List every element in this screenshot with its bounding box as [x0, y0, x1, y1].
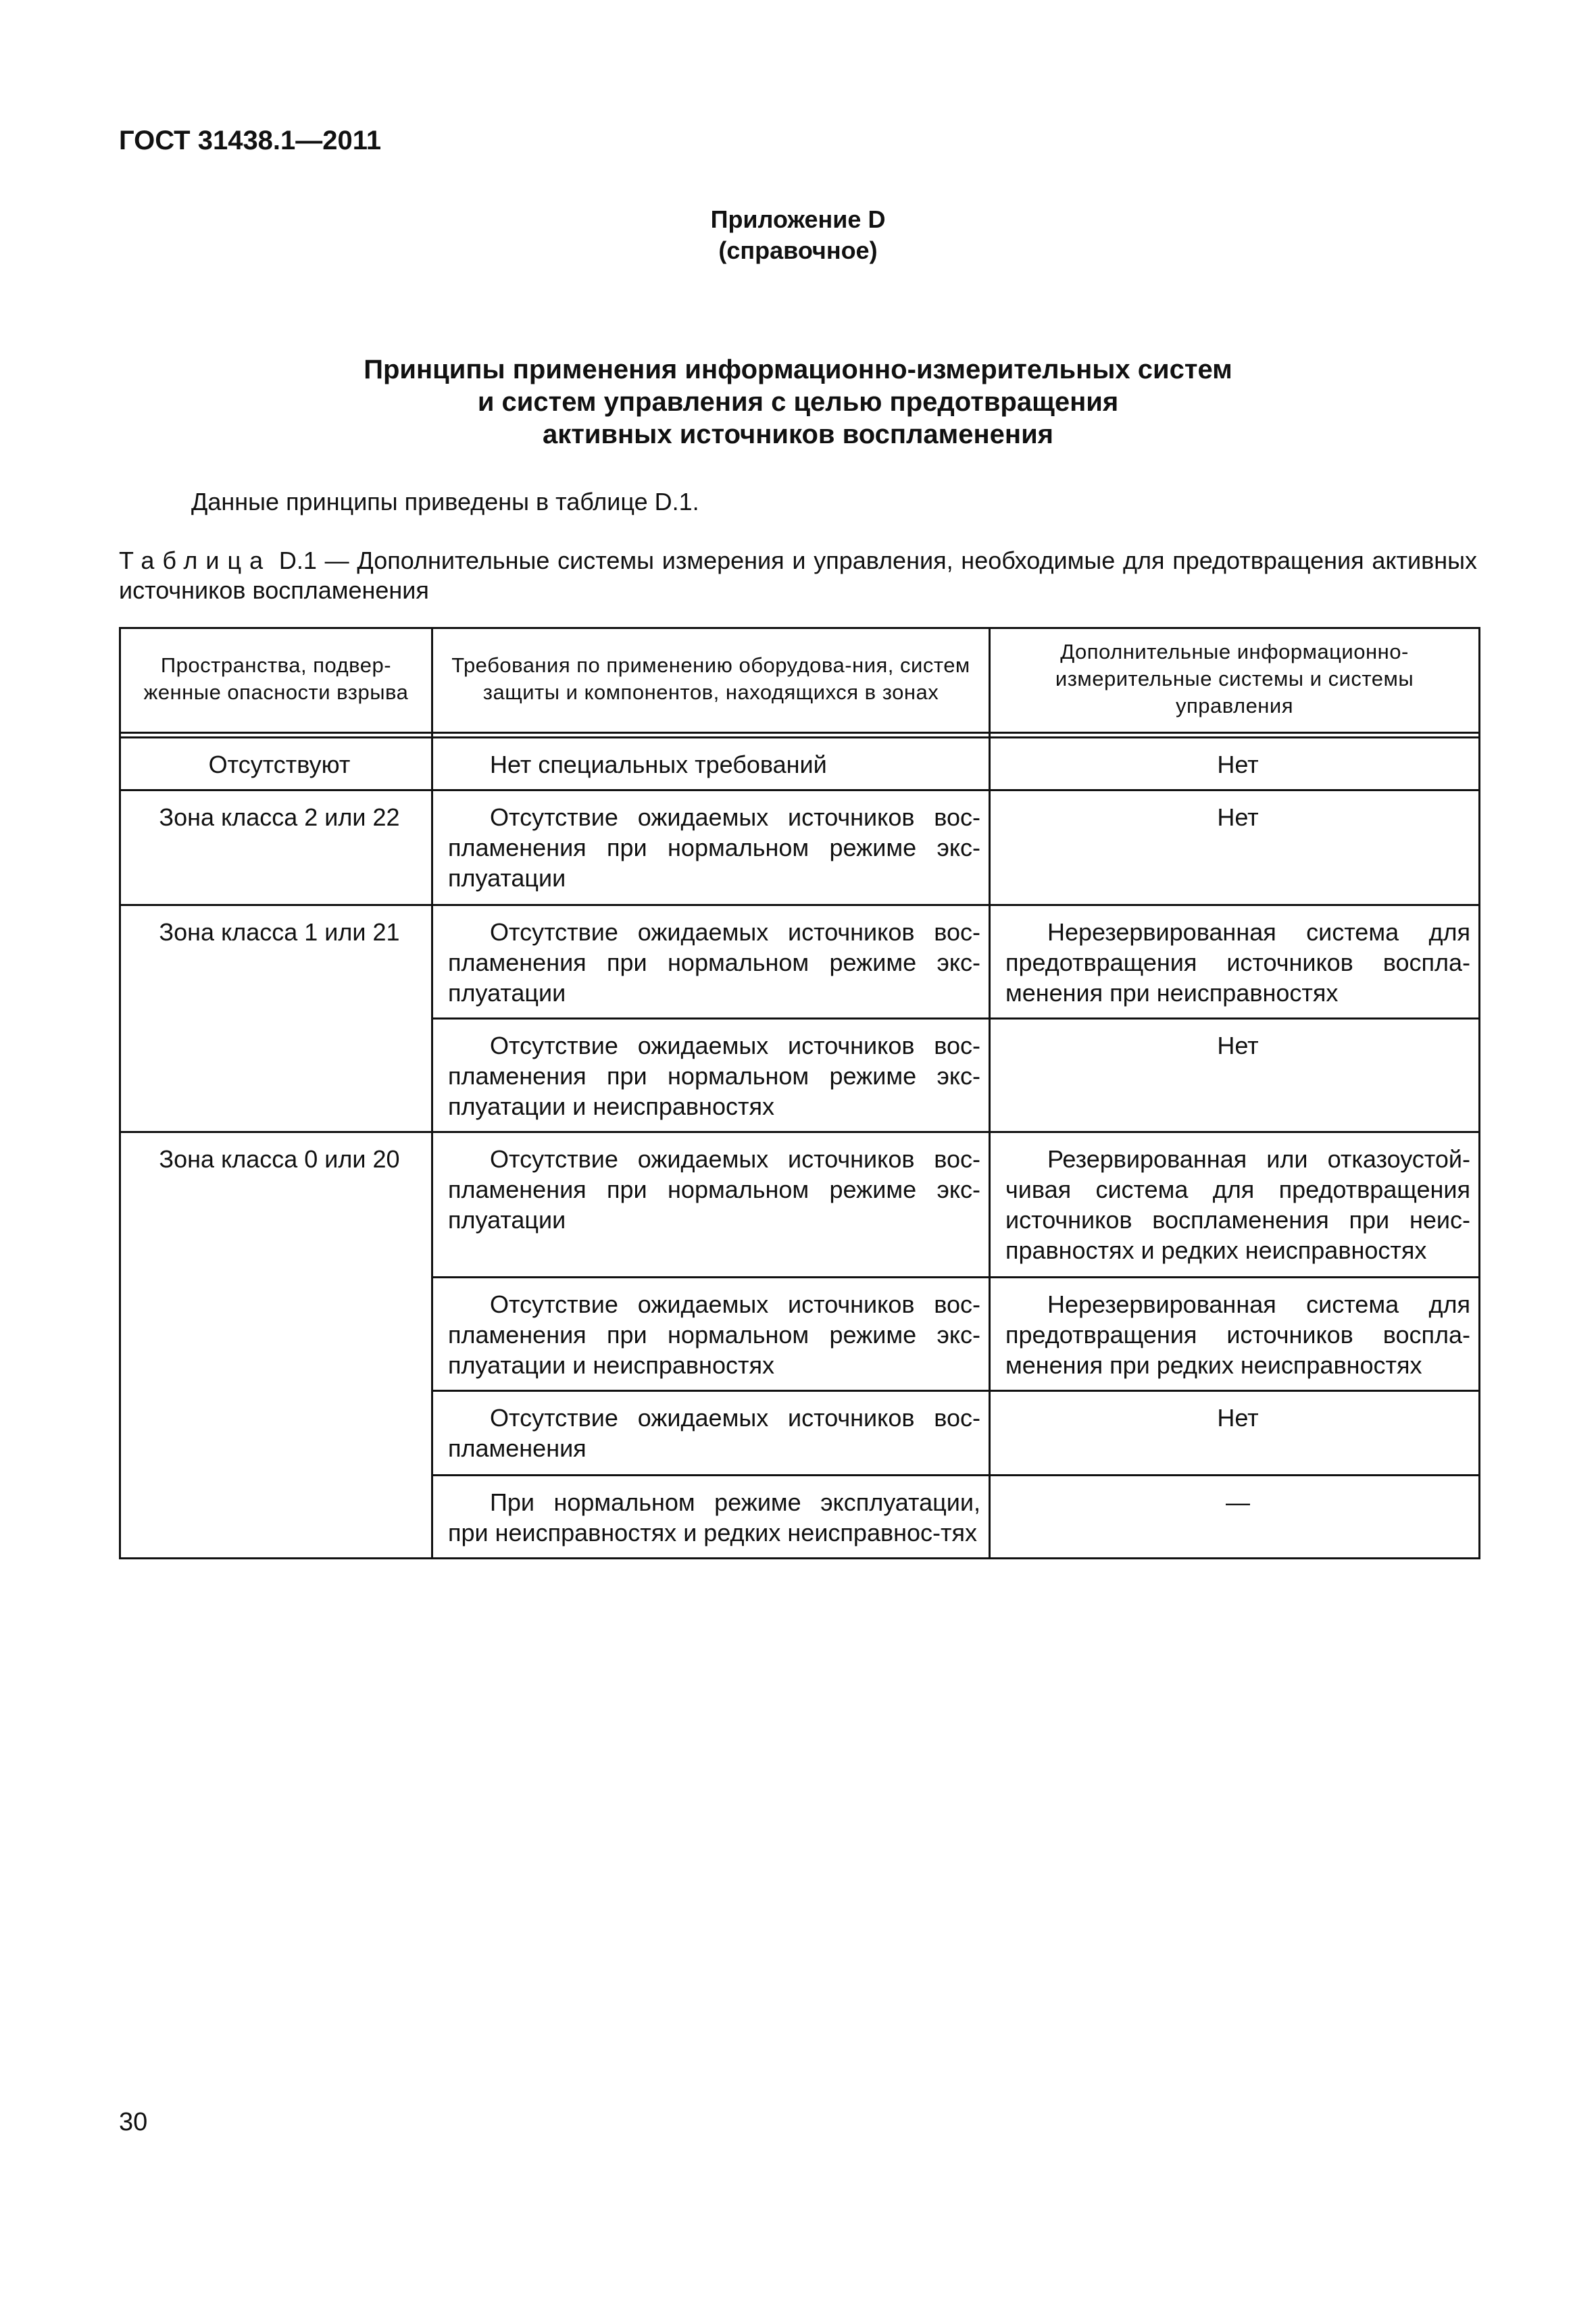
title-line-3: активных источников воспламенения [542, 420, 1053, 449]
intro-paragraph: Данные принципы приведены в таблице D.1. [191, 488, 699, 515]
header-systems: Дополнительные информационно-измерительные системы и системы управления [990, 628, 1480, 733]
document-code: ГОСТ 31438.1—2011 [119, 126, 382, 155]
section-title [0, 353, 1596, 451]
requirement-cell: Отсутствие ожидаемых источников вос-пламенения при нормальном режиме экс-плуатации и неисправностях [432, 1019, 990, 1132]
requirement-cell: При нормальном режиме эксплуатации, при неисправностях и редких неисправнос-тях [432, 1476, 990, 1559]
appendix-heading [0, 204, 1596, 266]
system-cell: Нет [990, 1019, 1480, 1132]
system-cell: Нерезервированная система для предотвращения источников воспла-менения при неисправностях [990, 905, 1480, 1019]
requirement-cell: Отсутствие ожидаемых источников вос-пламенения [432, 1391, 990, 1476]
zone-cell: Зона класса 1 или 21 [120, 905, 432, 1132]
system-cell: Нет [990, 738, 1480, 790]
system-cell: Нет [990, 1391, 1480, 1476]
header-requirements: Требования по применению оборудова-ния, систем защиты и компонентов, находящихся в зонах [432, 628, 990, 733]
zone-cell: Зона класса 0 или 20 [120, 1132, 432, 1559]
system-cell: Нет [990, 790, 1480, 905]
requirement-cell: Нет специальных требований [432, 738, 990, 790]
title-line-2: и систем управления с целью предотвращения [477, 387, 1119, 417]
title-line-1: Принципы применения информационно-измерительных систем [364, 355, 1232, 384]
requirement-cell: Отсутствие ожидаемых источников вос-пламенения при нормальном режиме экс-плуатации [432, 905, 990, 1019]
system-cell: Нерезервированная система для предотвращения источников воспла-менения при редких неисправностях [990, 1278, 1480, 1391]
page-number: 30 [119, 2108, 148, 2136]
zone-cell: Отсутствуют [120, 738, 432, 790]
appendix-type: (справочное) [718, 236, 878, 264]
system-cell: — [990, 1476, 1480, 1559]
table-header-row [120, 628, 1480, 733]
requirement-cell: Отсутствие ожидаемых источников вос-пламенения при нормальном режиме экс-плуатации [432, 1132, 990, 1278]
table-row [120, 738, 1480, 790]
table-row [120, 905, 1480, 1019]
appendix-label: Приложение D [710, 205, 886, 233]
requirement-cell: Отсутствие ожидаемых источников вос-пламенения при нормальном режиме экс-плуатации [432, 790, 990, 905]
zone-cell: Зона класса 2 или 22 [120, 790, 432, 905]
header-spaces: Пространства, подвер-женные опасности взрыва [120, 628, 432, 733]
requirement-cell: Отсутствие ожидаемых источников вос-пламенения при нормальном режиме экс-плуатации и неисправностях [432, 1278, 990, 1391]
system-cell: Резервированная или отказоустой-чивая система для предотвращения источников воспламенения при неис-правностях и редких неисправностях [990, 1132, 1480, 1278]
table-row [120, 790, 1480, 905]
table-caption-text: D.1 — Дополнительные системы измерения и управления, необходимые для предотвращения активных источников воспламенения [119, 547, 1477, 604]
table-caption [119, 546, 1477, 605]
table-caption-word: Таблица [119, 547, 272, 574]
header-divider [120, 733, 1480, 738]
principles-table [119, 627, 1480, 1559]
table-row [120, 1132, 1480, 1278]
